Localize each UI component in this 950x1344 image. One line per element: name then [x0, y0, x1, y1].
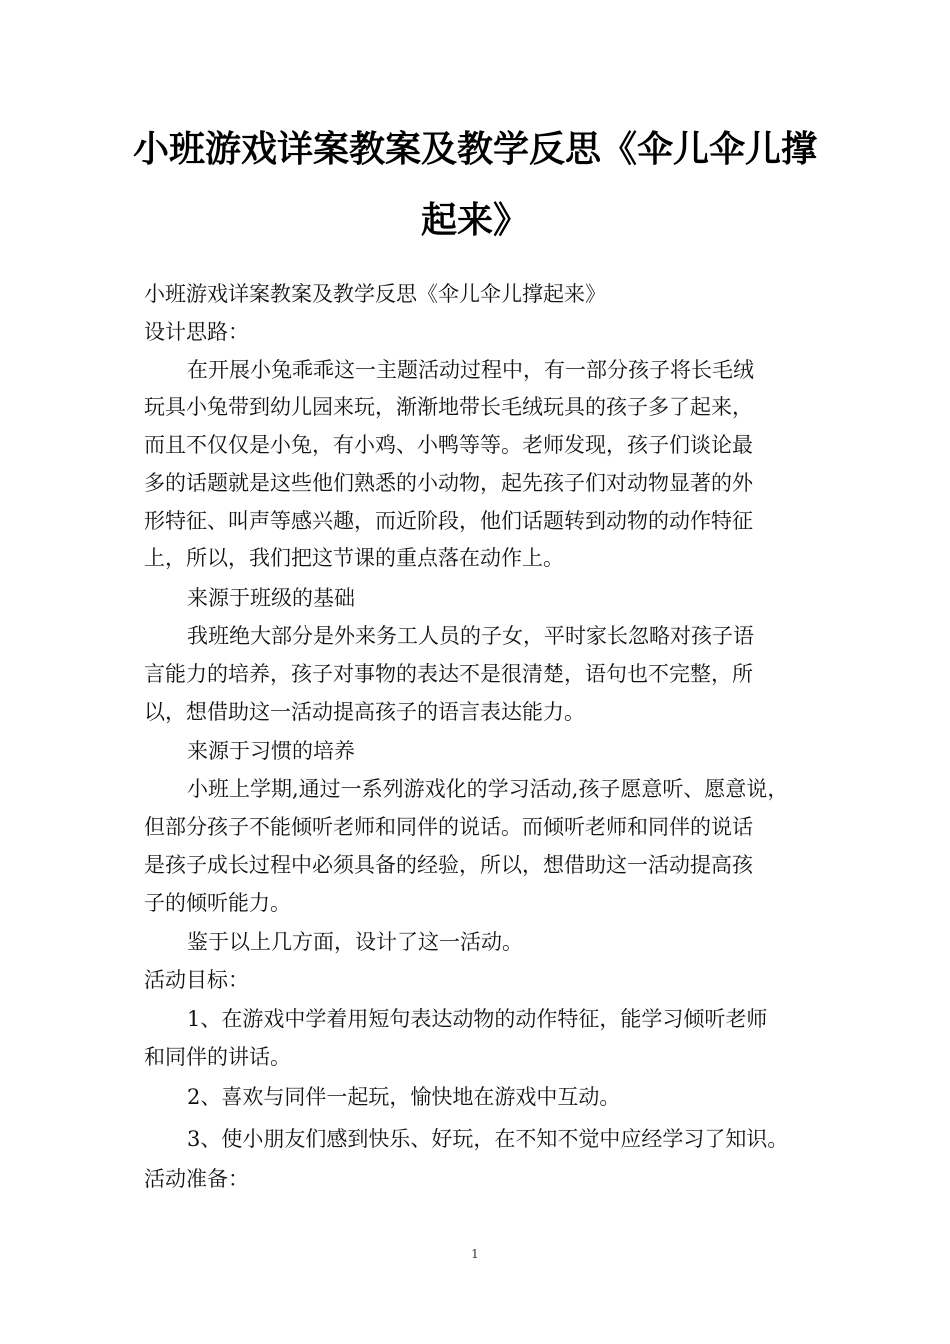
- body-line: 但部分孩子不能倾听老师和同伴的说话。而倾听老师和同伴的说话: [144, 815, 753, 839]
- body-line: 上，所以，我们把这节课的重点落在动作上。: [144, 546, 564, 570]
- body-line: 言能力的培养，孩子对事物的表达不是很清楚，语句也不完整，所: [144, 662, 753, 686]
- goal-item-2: 2、喜欢与同伴一起玩，愉快地在游戏中互动。: [187, 1085, 621, 1109]
- document-title-line-2: 起来》: [420, 200, 529, 241]
- body-line: 玩具小兔带到幼儿园来玩，渐渐地带长毛绒玩具的孩子多了起来，: [144, 395, 753, 419]
- document-title-line-1: 小班游戏详案教案及教学反思《伞儿伞儿撑: [132, 129, 817, 170]
- body-line: 子的倾听能力。: [144, 891, 291, 915]
- body-line: 在开展小兔乖乖这一主题活动过程中，有一部分孩子将长毛绒: [187, 358, 754, 382]
- body-line-subtitle: 小班游戏详案教案及教学反思《伞儿伞儿撑起来》: [144, 282, 606, 306]
- subheading-class-basis: 来源于班级的基础: [187, 586, 355, 610]
- body-line: 形特征、叫声等感兴趣，而近阶段，他们话题转到动物的动作特征: [144, 509, 753, 533]
- subheading-habit: 来源于习惯的培养: [187, 739, 355, 763]
- body-line: 以，想借助这一活动提高孩子的语言表达能力。: [144, 700, 585, 724]
- goal-item-1-cont: 和同伴的讲话。: [144, 1045, 291, 1069]
- body-line: 多的话题就是这些他们熟悉的小动物，起先孩子们对动物显著的外: [144, 471, 753, 495]
- body-line: 是孩子成长过程中必须具备的经验，所以，想借助这一活动提高孩: [144, 853, 753, 877]
- goal-item-1: 1、在游戏中学着用短句表达动物的动作特征，能学习倾听老师: [187, 1007, 768, 1031]
- goal-item-3: 3、使小朋友们感到快乐、好玩，在不知不觉中应经学习了知识。: [187, 1127, 789, 1151]
- body-line: 鉴于以上几方面，设计了这一活动。: [187, 930, 523, 954]
- body-line: 而且不仅仅是小兔，有小鸡、小鸭等等。老师发现，孩子们谈论最: [144, 433, 753, 457]
- body-line: 我班绝大部分是外来务工人员的子女，平时家长忽略对孩子语: [187, 624, 754, 648]
- page-number: 1: [471, 1247, 479, 1261]
- section-heading-preparation: 活动准备：: [144, 1167, 249, 1191]
- body-line: 小班上学期,通过一系列游戏化的学习活动,孩子愿意听、愿意说，: [187, 777, 789, 801]
- section-heading-goals: 活动目标：: [144, 968, 249, 992]
- section-heading-design: 设计思路：: [144, 320, 249, 344]
